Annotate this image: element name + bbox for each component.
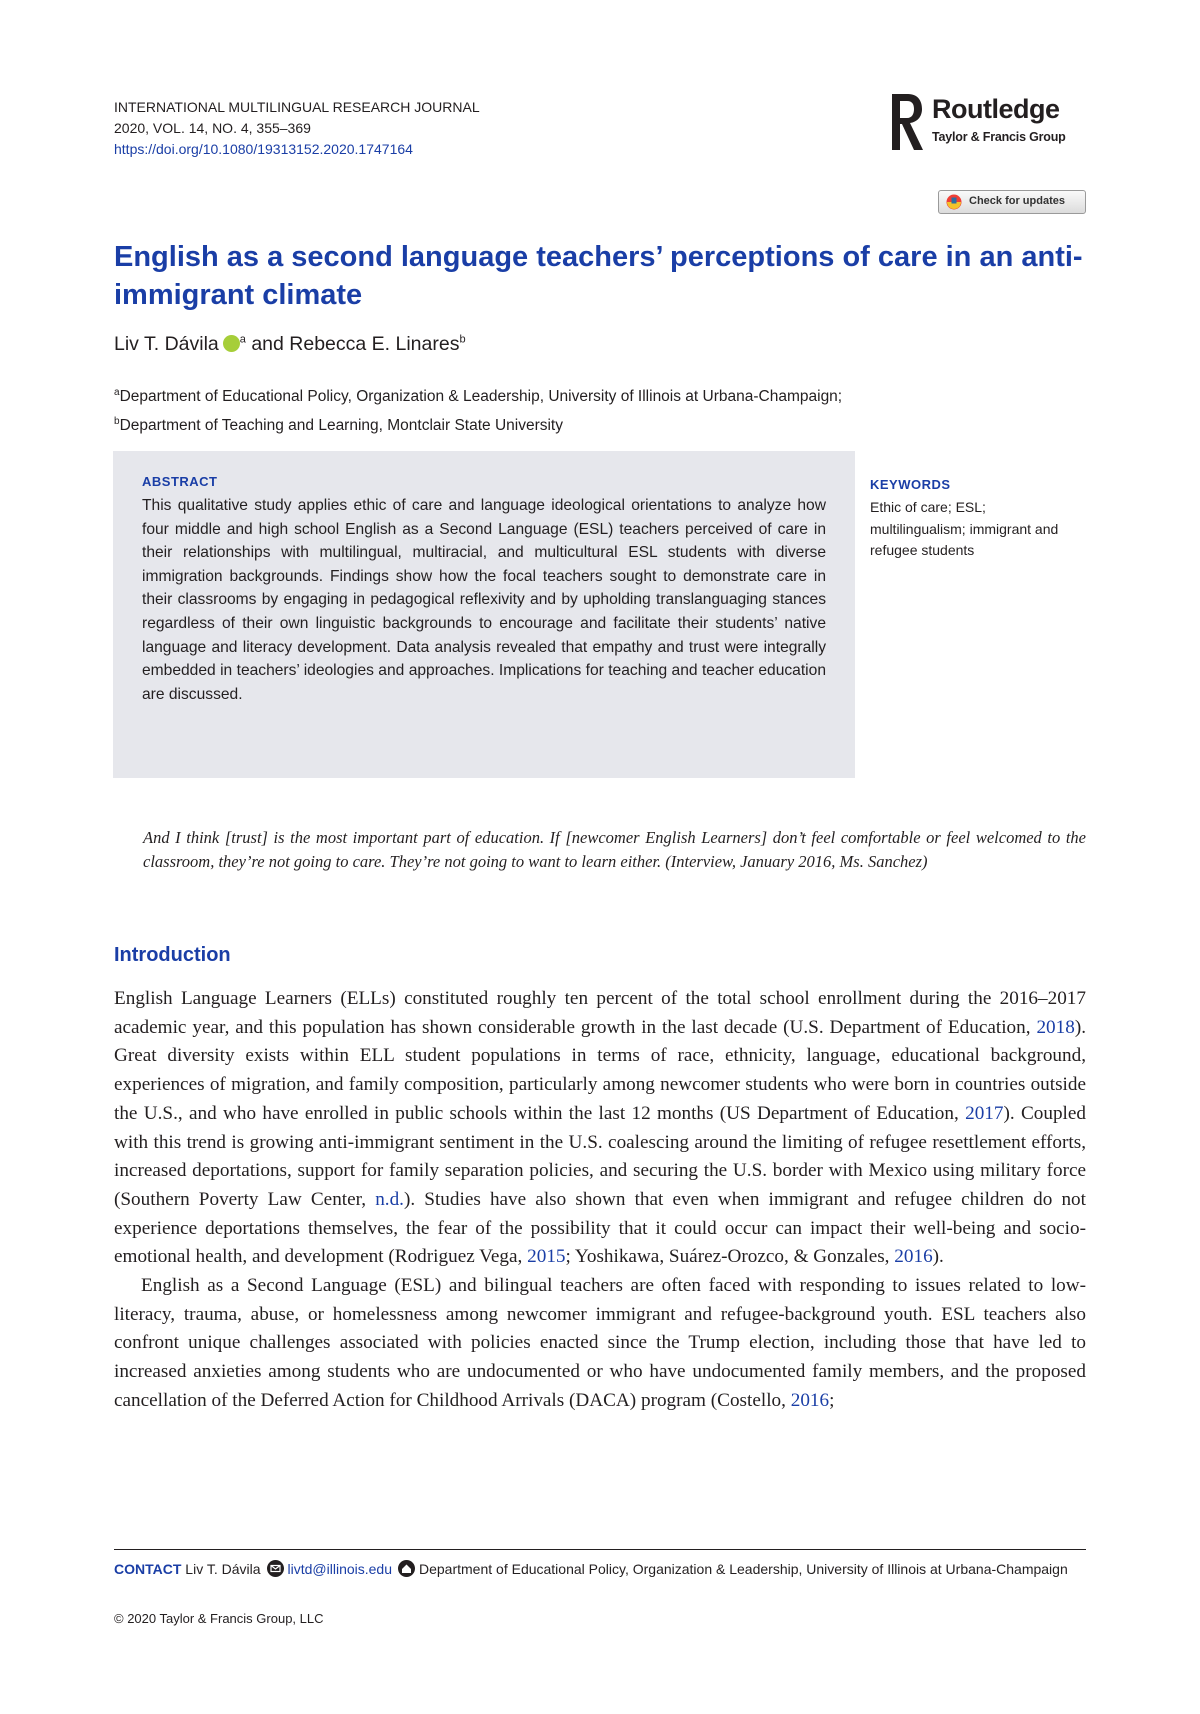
citation-link[interactable]: n.d. <box>375 1188 404 1210</box>
affiliation-marker: b <box>459 333 466 346</box>
author-connector: and <box>251 333 284 355</box>
footnote-divider <box>114 1549 1086 1550</box>
journal-citation: 2020, VOL. 14, NO. 4, 355–369 <box>114 120 311 136</box>
contact-label: CONTACT <box>114 1561 182 1577</box>
author-line <box>114 333 466 356</box>
journal-name: INTERNATIONAL MULTILINGUAL RESEARCH JOURNAL <box>114 99 480 115</box>
crossmark-icon <box>946 194 962 210</box>
keywords-heading: KEYWORDS <box>870 477 951 492</box>
citation-link[interactable]: 2016 <box>790 1389 830 1411</box>
affiliation-marker: a <box>239 333 246 346</box>
journal-header <box>114 97 480 160</box>
paragraph: English as a Second Language (ESL) and bilingual teachers are often faced with responding to issues related to low-literacy, trauma, abuse, or homelessness among newcomer immigrant and refugee-background youth. ESL teachers also confront unique challenges associated with policies enacted since the Trump election, including those that have led to increased anxieties among students who are undocumented or who have undocumented family members, and the proposed cancellation of the Deferred Action for Childhood Arrivals (DACA) program (Costello, 2016; <box>114 1275 1086 1411</box>
address-icon <box>398 1560 415 1577</box>
contact-address: Department of Educational Policy, Organization & Leadership, University of Illinois at Urbana-Champaign <box>419 1561 1068 1577</box>
affiliation-line: $^a$Department of Educational Policy, Organization & Leadership, University of Illinois at Urbana-Champaign; <box>114 387 843 406</box>
citation-link[interactable]: 2015 <box>527 1246 566 1268</box>
abstract-heading: ABSTRACT <box>142 474 218 489</box>
publisher-group: Taylor & Francis Group <box>932 130 1066 144</box>
contact-email-link[interactable]: livtd@illinois.edu <box>287 1561 392 1577</box>
publisher-name: Routledge <box>932 94 1060 124</box>
check-for-updates-button[interactable] <box>938 190 1086 214</box>
paragraph: English Language Learners (ELLs) constituted roughly ten percent of the total school enrollment during the 2016–2017 academic year, and this population has shown considerable growth in the last decade (U.S. Department of Education, 2018). Great diversity exists within ELL student populations in terms of race, ethnicity, language, educational background, experiences of migration, and family composition, particularly among newcomer students who were born in countries outside the U.S., and who have enrolled in public schools within the last 12 months (US Department of Education, 2017). Coupled with this trend is growing anti-immigrant sentiment in the U.S. coalescing around the limiting of refugee resettlement efforts, increased deportations, support for family separation policies, and securing the U.S. border with Mexico using military force (Southern Poverty Law Center, n.d.). Studies have also shown that even when immigrant and refugee children do not experience deportations themselves, the fear of the possibility that it could occur can impact their well-being and socio-emotional health, and development (Rodriguez Vega, 2015; Yoshikawa, Suárez-Orozco, & Gonzales, 2016). <box>114 988 1086 1268</box>
affiliation-line: $^b$Department of Teaching and Learning, Montclair State University <box>114 416 563 435</box>
email-icon <box>267 1560 284 1577</box>
orcid-icon[interactable] <box>223 335 240 352</box>
keywords-text: Ethic of care; ESL; multilingualism; immigrant and refugee students <box>870 499 1059 558</box>
citation-link[interactable]: 2018 <box>1036 1016 1075 1038</box>
section-heading: Introduction <box>114 944 231 966</box>
epigraph-quote: And I think [trust] is the most important part of education. If [newcomer English Learners] don’t feel comfortable or feel welcomed to the classroom, they’re not going to care. They’re not going to want to learn either. (Interview, January 2016, Ms. Sanchez) <box>143 828 1086 871</box>
contact-name: Liv T. Dávila <box>185 1561 261 1577</box>
routledge-logo <box>890 92 1090 152</box>
abstract-text: This qualitative study applies ethic of care and language ideological orientations to analyze how four middle and high school English as a Second Language (ESL) teachers perceived of care in their relationships with multilingual, multiracial, and multicultural ESL students with diverse immigration backgrounds. Findings show how the focal teachers sought to demonstrate care in their classrooms by engaging in pedagogical reflexivity and by upholding translanguaging stances regardless of their own linguistic backgrounds to encourage and facilitate their students’ native language and literacy development. Data analysis revealed that empathy and trust were integrally embedded in teachers’ ideologies and approaches. Implications for teaching and teacher education are discussed. <box>142 497 826 703</box>
check-for-updates-label: Check for updates <box>969 195 1065 207</box>
copyright: © 2020 Taylor & Francis Group, LLC <box>114 1611 324 1626</box>
affiliations <box>114 380 842 438</box>
article-title: English as a second language teachers’ perceptions of care in an anti-immigrant climate <box>114 241 1083 311</box>
contact-footnote <box>114 1559 1086 1580</box>
author-name: Liv T. Dávila <box>114 333 219 355</box>
routledge-r-icon <box>890 92 924 152</box>
citation-link[interactable]: 2017 <box>965 1102 1004 1124</box>
author-name: Rebecca E. Linares <box>289 333 460 355</box>
citation-link[interactable]: 2016 <box>894 1246 933 1268</box>
body-text <box>114 985 1086 1416</box>
doi-link[interactable]: https://doi.org/10.1080/19313152.2020.1747164 <box>114 141 413 157</box>
